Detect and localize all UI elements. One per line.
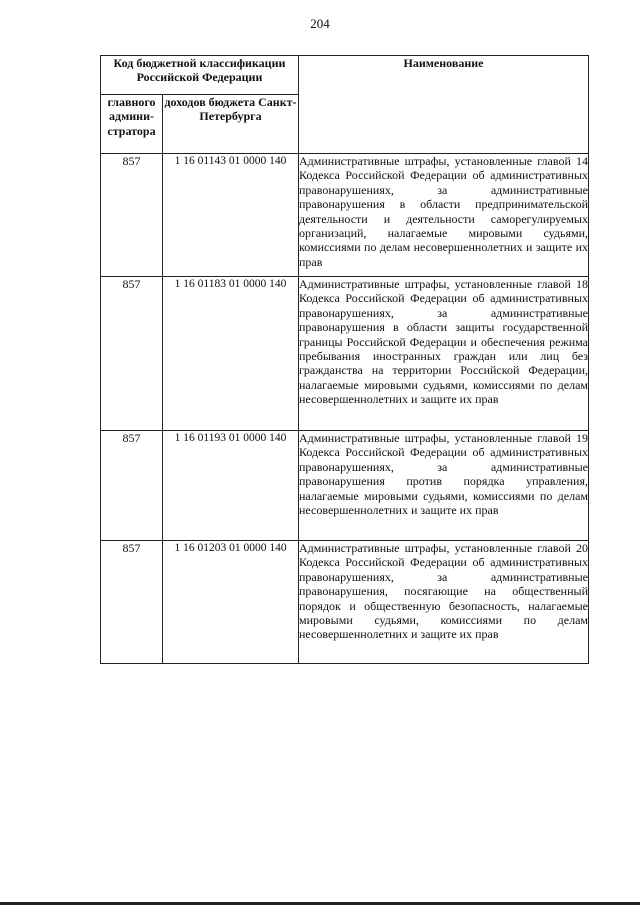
- admin-code-cell: 857: [101, 431, 163, 541]
- table-row: [101, 154, 589, 277]
- description-cell: Административные штрафы, установленные главой 18 Кодекса Российской Федерации об административных правонарушениях, за административные правонарушения в области защиты государственной границы Российской Федерации и обеспечения режима пребывания иностранных граждан или лиц без гражданства на территории Российской Федерации, налагаемые мировыми судьями, комиссиями по делам несовершеннолетних и защите их прав: [299, 277, 589, 431]
- income-code-cell: 1 16 01193 01 0000 140: [163, 431, 299, 541]
- header-row: [101, 56, 589, 95]
- admin-code-cell: 857: [101, 277, 163, 431]
- description-cell: Административные штрафы, установленные главой 14 Кодекса Российской Федерации об административных правонарушениях, за административные правонарушения в области предпринимательской деятельности и деятельности саморегулируемых организаций, налагаемые мировыми судьями, комиссиями по делам несовершеннолетних и защите их прав: [299, 154, 589, 277]
- admin-code-cell: 857: [101, 541, 163, 664]
- budget-classification-table: [100, 55, 589, 664]
- description-cell: Административные штрафы, установленные главой 19 Кодекса Российской Федерации об административных правонарушениях, за административные правонарушения против порядка управления, налагаемые мировыми судьями, комиссиями по делам несовершеннолетних и защите их прав: [299, 431, 589, 541]
- income-code-cell: 1 16 01143 01 0000 140: [163, 154, 299, 277]
- table-row: [101, 277, 589, 431]
- description-cell: Административные штрафы, установленные главой 20 Кодекса Российской Федерации об административных правонарушениях, за административные правонарушения, посягающие на общественный порядок и общественную безопасность, налагаемые мировыми судьями, комиссиями по делам несовершеннолетних и защите их прав: [299, 541, 589, 664]
- header-name: Наименование: [299, 56, 589, 154]
- income-code-cell: 1 16 01203 01 0000 140: [163, 541, 299, 664]
- header-chief-administrator: главного админи-стратора: [101, 95, 163, 154]
- table-row: [101, 431, 589, 541]
- table-row: [101, 541, 589, 664]
- admin-code-cell: 857: [101, 154, 163, 277]
- header-budget-income: доходов бюджета Санкт-Петербурга: [163, 95, 299, 154]
- income-code-cell: 1 16 01183 01 0000 140: [163, 277, 299, 431]
- page-number: 204: [310, 16, 330, 31]
- header-classification-code: Код бюджетной классификации Российской Федерации: [101, 56, 299, 95]
